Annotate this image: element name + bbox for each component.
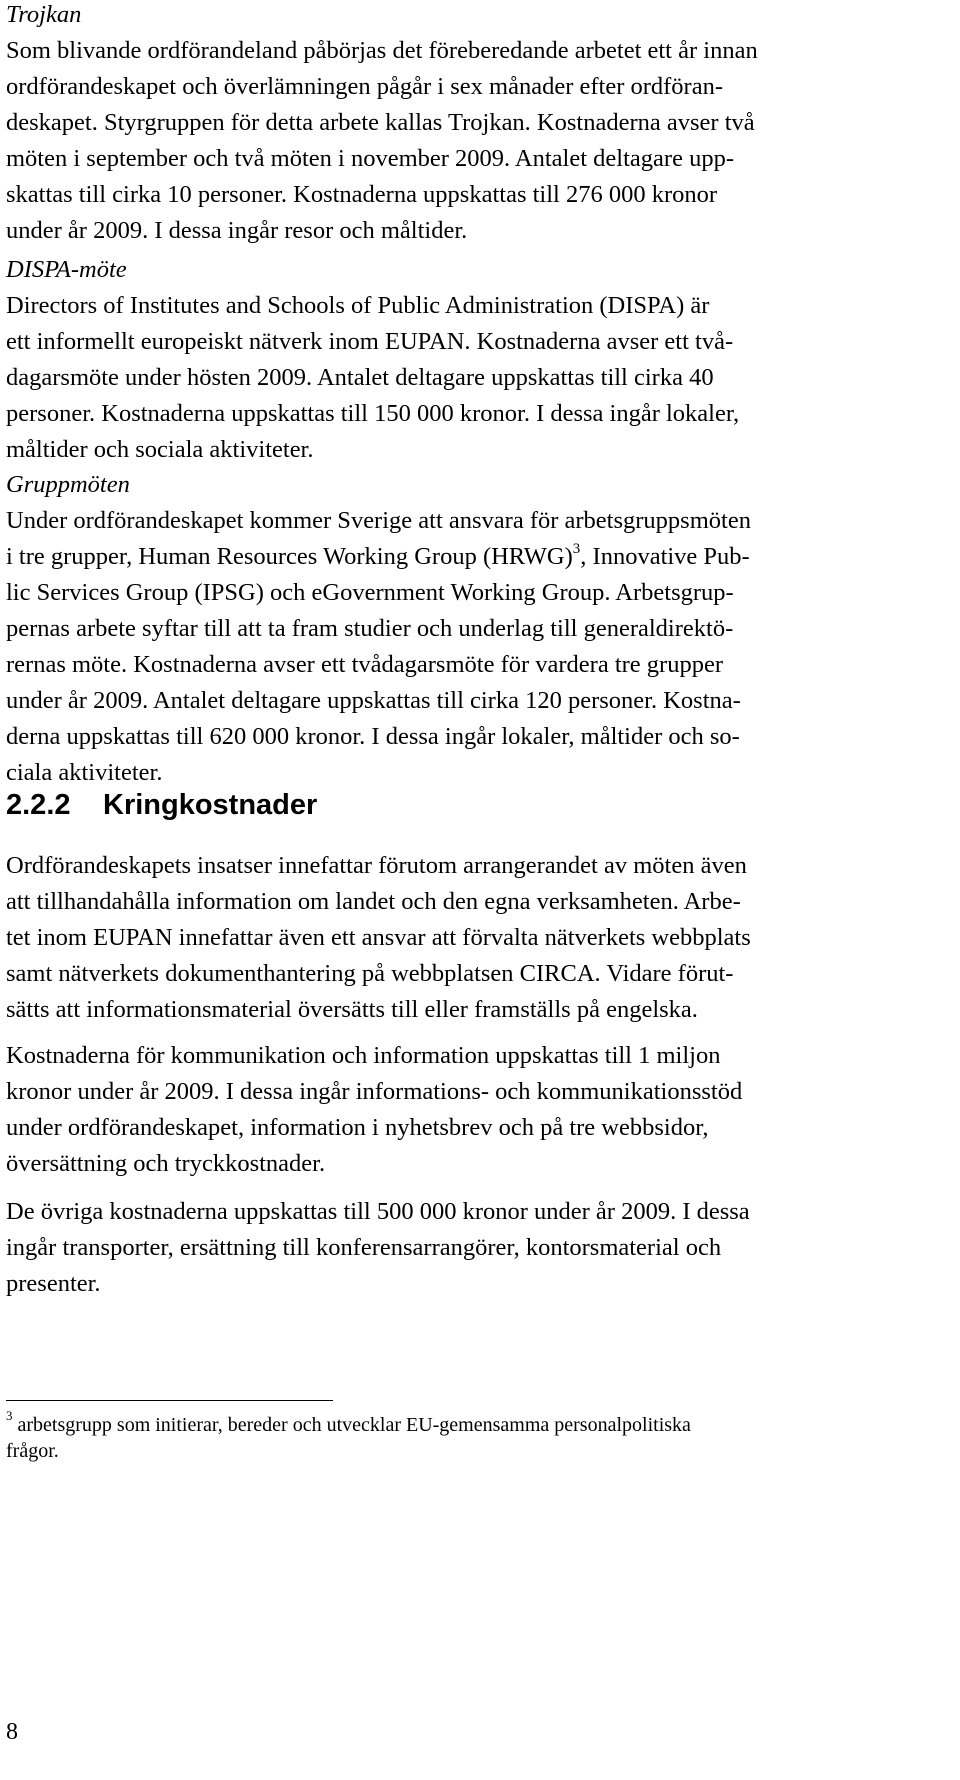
footnote-separator: [6, 1400, 333, 1401]
section-heading-dispa: DISPA-möte: [6, 256, 127, 283]
section-heading-kringkostnader: [6, 787, 317, 823]
section-title: Kringkostnader: [103, 789, 318, 821]
section-paragraph-dispa: Directors of Institutes and Schools of Public Administration (DISPA) är ett informellt europeiskt nätverk inom EUPAN. Kostnaderna avser ett två- dagarsmöte under hösten 2009. Antalet deltagare uppskattas till cirka 40 personer. Kostnaderna uppskattas till 150 000 kronor. I dessa ingår lokaler, måltider och sociala aktiviteter.: [6, 292, 740, 463]
paragraph-text-part: , Innovative Pub- lic Services Group (IPSG) och eGovernment Working Group. Arbetsgrup- pernas arbete syftar till att ta fram studier och underlag till generaldirektö- rernas möte. Kostnaderna avser ett tvådagarsmöte för vardera tre grupper under år 2009. Antalet deltagare uppskattas till cirka 120 personer. Kostna- derna uppskattas till 620 000 kronor. I dessa ingår lokaler, måltider och so- ciala aktiviteter.: [6, 543, 750, 786]
kringkostnader-paragraph-3: De övriga kostnaderna uppskattas till 500 000 kronor under år 2009. I dessa ingår transporter, ersättning till konferensarrangörer, kontorsmaterial och presenter.: [6, 1198, 750, 1297]
kringkostnader-paragraph-2: Kostnaderna för kommunikation och information uppskattas till 1 miljon kronor under år 2009. I dessa ingår informations- och kommunikationsstöd under ordförandeskapet, information i nyhetsbrev och på tre webbsidor, översättning och tryckkostnader.: [6, 1042, 743, 1177]
page-number: 8: [6, 1719, 18, 1745]
footnote-text: arbetsgrupp som initierar, bereder och utvecklar EU-gemensamma personalpolitiska frågor.: [6, 1414, 691, 1462]
section-paragraph-trojkan: Som blivande ordförandeland påbörjas det föreberedande arbetet ett år innan ordförandeskapet och överlämningen pågår i sex månader efter ordföran- deskapet. Styrgruppen för detta arbete kallas Trojkan. Kostnaderna avser två möten i september och två möten i november 2009. Antalet deltagare upp- skattas till cirka 10 personer. Kostnaderna uppskattas till 276 000 kronor under år 2009. I dessa ingår resor och måltider.: [6, 37, 758, 244]
section-dispa: [6, 252, 946, 468]
section-paragraph-gruppmoten: [6, 503, 946, 791]
footnote: [6, 1408, 906, 1464]
kringkostnader-paragraph-1: Ordförandeskapets insatser innefattar förutom arrangerandet av möten även att tillhandahålla information om landet och den egna verksamheten. Arbe- tet inom EUPAN innefattar även ett ansvar att förvalta nätverkets webbplats samt nätverkets dokumenthantering på webbplatsen CIRCA. Vidare förut- sätts att informationsmaterial översätts till eller framställs på engelska.: [6, 852, 751, 1023]
paragraph-text-part: Under ordförandeskapet kommer Sverige att ansvara för arbetsgruppsmöten i tre grupper, Human Resources Working Group (HRWG): [6, 507, 751, 570]
section-number: 2.2.2: [6, 789, 71, 821]
section-gruppmoten: [6, 467, 946, 791]
section-trojkan: [6, 0, 946, 249]
footnote-reference[interactable]: 3: [572, 540, 581, 557]
section-heading-gruppmoten: Gruppmöten: [6, 471, 130, 498]
section-heading-trojkan: Trojkan: [6, 1, 82, 28]
footnote-marker: 3: [6, 1408, 13, 1424]
